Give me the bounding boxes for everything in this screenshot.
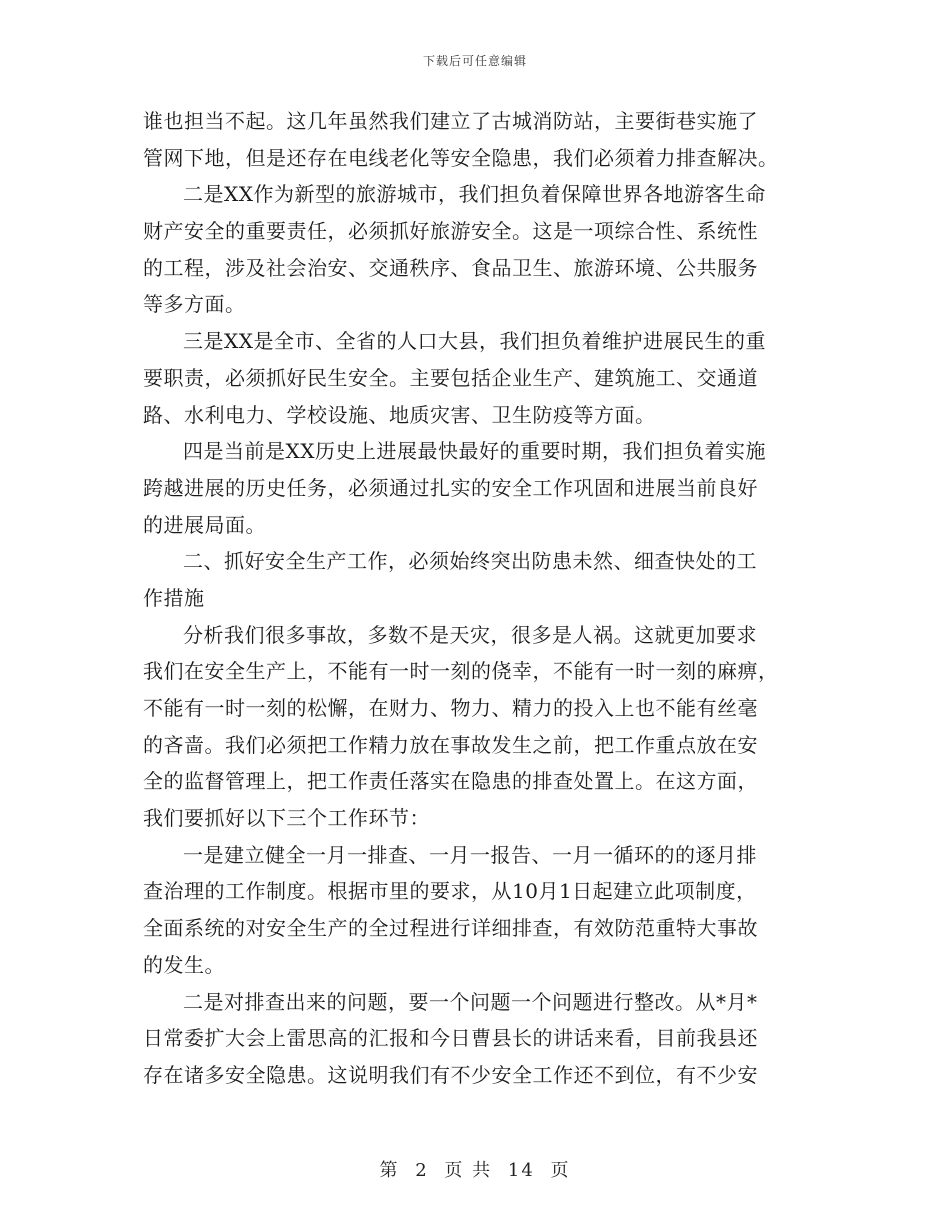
text-line: 作措施: [143, 585, 205, 610]
text-line: 等多方面。: [143, 292, 246, 317]
text-line: 我们要抓好以下三个工作环节：: [143, 806, 430, 831]
text-line: 路、水利电力、学校设施、地质灾害、卫生防疫等方面。: [143, 402, 656, 427]
text-line: 全的监督管理上，把工作责任落实在隐患的排查处置上。在这方面，: [143, 769, 758, 794]
text-line: 二是XX作为新型的旅游城市，我们担负着保障世界各地游客生命: [183, 182, 766, 207]
text-line: 日常委扩大会上雷思高的汇报和今日曹县长的讲话来看，目前我县还: [143, 1026, 758, 1051]
text-line: 不能有一时一刻的松懈，在财力、物力、精力的投入上也不能有丝毫: [143, 696, 758, 720]
text-line: 三是XX是全市、全省的人口大县，我们担负着维护进展民生的重: [183, 329, 766, 354]
text-line: 四是当前是XX历史上进展最快最好的重要时期，我们担负着实施: [183, 439, 766, 464]
footer-prefix: 第: [379, 1160, 400, 1181]
text-line: 的工程，涉及社会治安、交通秩序、食品卫生、旅游环境、公共服务: [143, 255, 758, 280]
page-header: 下载后可任意编辑: [422, 54, 527, 68]
page-footer: [0, 1156, 950, 1182]
text-line: 分析我们很多事故，多数不是天灾，很多是人祸。这就更加要求: [183, 622, 757, 647]
text-line: 的进展局面。: [143, 512, 266, 537]
footer-page-number: 2: [415, 1160, 429, 1181]
text-line: 一是建立健全一月一排查、一月一报告、一月一循环的的逐月排: [183, 842, 757, 867]
text-line: 跨越进展的历史任务，必须通过扎实的安全工作巩固和进展当前良好: [143, 475, 758, 500]
document-body: [143, 103, 803, 1094]
footer-suffix: 页: [550, 1160, 571, 1181]
text-line: 二是对排查出来的问题，要一个问题一个问题进行整改。从*月*: [183, 989, 758, 1014]
footer-middle: 页 共: [444, 1160, 493, 1181]
footer-total-pages: 14: [507, 1160, 535, 1181]
text-line: 全面系统的对安全生产的全过程进行详细排查，有效防范重特大事故: [143, 916, 758, 941]
text-line: 财产安全的重要责任，必须抓好旅游安全。这是一项综合性、系统性: [143, 219, 758, 244]
text-line: 要职责，必须抓好民生安全。主要包括企业生产、建筑施工、交通道: [143, 365, 758, 390]
text-line: 的发生。: [143, 952, 225, 977]
text-line: 管网下地，但是还存在电线老化等安全隐患，我们必须着力排查解决。: [143, 145, 779, 170]
text-line: 谁也担当不起。这几年虽然我们建立了古城消防站，主要街巷实施了: [143, 109, 758, 133]
text-line: 的吝啬。我们必须把工作精力放在事故发生之前，把工作重点放在安: [143, 732, 758, 757]
text-line: 查治理的工作制度。根据市里的要求，从10月1日起建立此项制度，: [143, 879, 757, 904]
text-line: 二、抓好安全生产工作，必须始终突出防患未然、细查快处的工: [183, 549, 757, 574]
text-line: 我们在安全生产上，不能有一时一刻的侥幸，不能有一时一刻的麻痹，: [143, 659, 779, 684]
text-line: 存在诸多安全隐患。这说明我们有不少安全工作还不到位，有不少安: [143, 1062, 758, 1087]
